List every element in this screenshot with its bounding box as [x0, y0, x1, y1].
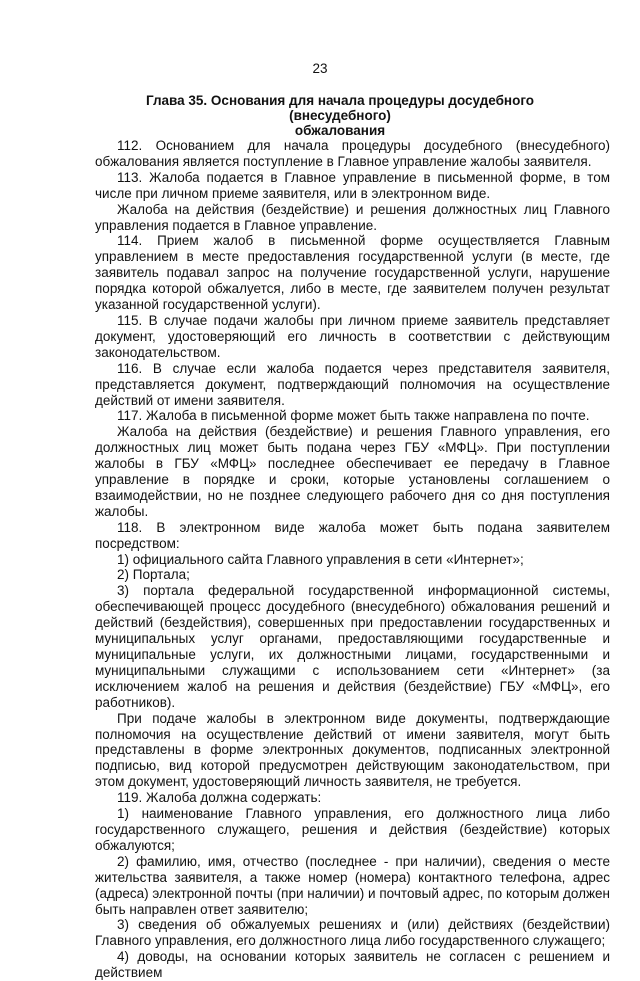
page-number: 23	[312, 61, 328, 76]
paragraph-113: 113. Жалоба подается в Главное управление в письменной форме, в том числе при личном приеме заявителя, или в электронном виде.	[95, 169, 610, 201]
list-item-118-3: 3) портала федеральной государственной информационной системы, обеспечивающей процесс досудебного (внесудебного) обжалования решений и действий (бездействия), совершенных при предоставлении государственных и муниципальных услуг органами, предоставляющими государственные и муниципальные услуги, их должностными лицами, государственными и муниципальными служащими с использованием сети «Интернет» (за исключением жалоб на решения и действия (бездействие) ГБУ «МФЦ», его работников).	[95, 583, 610, 710]
list-item-119-1: 1) наименование Главного управления, его должностного лица либо государственного служащего, решения и действия (бездействие) которых обжалуются;	[95, 806, 610, 853]
paragraph-117-mfc: Жалоба на действия (бездействие) и решения Главного управления, его должностных лиц может быть подана через ГБУ «МФЦ». При поступлении жалобы в ГБУ «МФЦ» последнее обеспечивает ее передачу в Главное управление в порядке и сроки, которые установлены соглашением о взаимодействии, но не позднее следующего рабочего дня со дня поступления жалобы.	[95, 424, 610, 519]
list-item-119-4: 4) доводы, на основании которых заявитель не согласен с решением и действием	[95, 949, 610, 981]
list-item-119-2: 2) фамилию, имя, отчество (последнее - при наличии), сведения о месте жительства заявителя, а также номер (номера) контактного телефона, адрес (адреса) электронной почты (при наличии) и почтовый адрес, по которым должен быть направлен ответ заявителю;	[95, 853, 610, 917]
chapter-heading-line-2: обжалования	[294, 123, 386, 138]
chapter-heading-line-1: Глава 35. Основания для начала процедуры досудебного (внесудебного)	[145, 93, 535, 123]
body-text	[95, 138, 610, 981]
paragraph-114: 114. Прием жалоб в письменной форме осуществляется Главным управлением в месте предоставления государственной услуги (в месте, где заявитель подавал запрос на получение государственной услуги, нарушение порядка которой обжалуется, либо в месте, где заявителем получен результат указанной государственной услуги).	[95, 233, 610, 313]
paragraph-115: 115. В случае подачи жалобы при личном приеме заявитель представляет документ, удостоверяющий его личность в соответствии с действующим законодательством.	[95, 312, 610, 360]
list-item-119-3: 3) сведения об обжалуемых решениях и (или) действиях (бездействии) Главного управления, его должностного лица либо государственного служащего;	[95, 917, 610, 949]
paragraph-119: 119. Жалоба должна содержать:	[117, 790, 322, 806]
paragraph-118-electronic-docs: При подаче жалобы в электронном виде документы, подтверждающие полномочия на осуществление действий от имени заявителя, могут быть представлены в форме электронных документов, подписанных электронной подписью, вид которой предусмотрен действующим законодательством, при этом документ, удостоверяющий личность заявителя, не требуется.	[95, 710, 610, 790]
paragraph-113-complaint-actions: Жалоба на действия (бездействие) и решения должностных лиц Главного управления подается в Главное управление.	[95, 201, 610, 233]
paragraph-118: 118. В электронном виде жалоба может быть подана заявителем посредством:	[95, 519, 610, 551]
list-item-118-2: 2) Портала;	[117, 567, 190, 583]
paragraph-117: 117. Жалоба в письменной форме может быть также направлена по почте.	[117, 408, 590, 424]
list-item-118-1: 1) официального сайта Главного управления в сети «Интернет»;	[117, 551, 524, 567]
paragraph-112: 112. Основанием для начала процедуры досудебного (внесудебного) обжалования является поступление в Главное управление жалобы заявителя.	[95, 138, 610, 169]
chapter-heading	[95, 93, 585, 138]
paragraph-116: 116. В случае если жалоба подается через представителя заявителя, представляется документ, подтверждающий полномочия на осуществление действий от имени заявителя.	[95, 360, 610, 408]
